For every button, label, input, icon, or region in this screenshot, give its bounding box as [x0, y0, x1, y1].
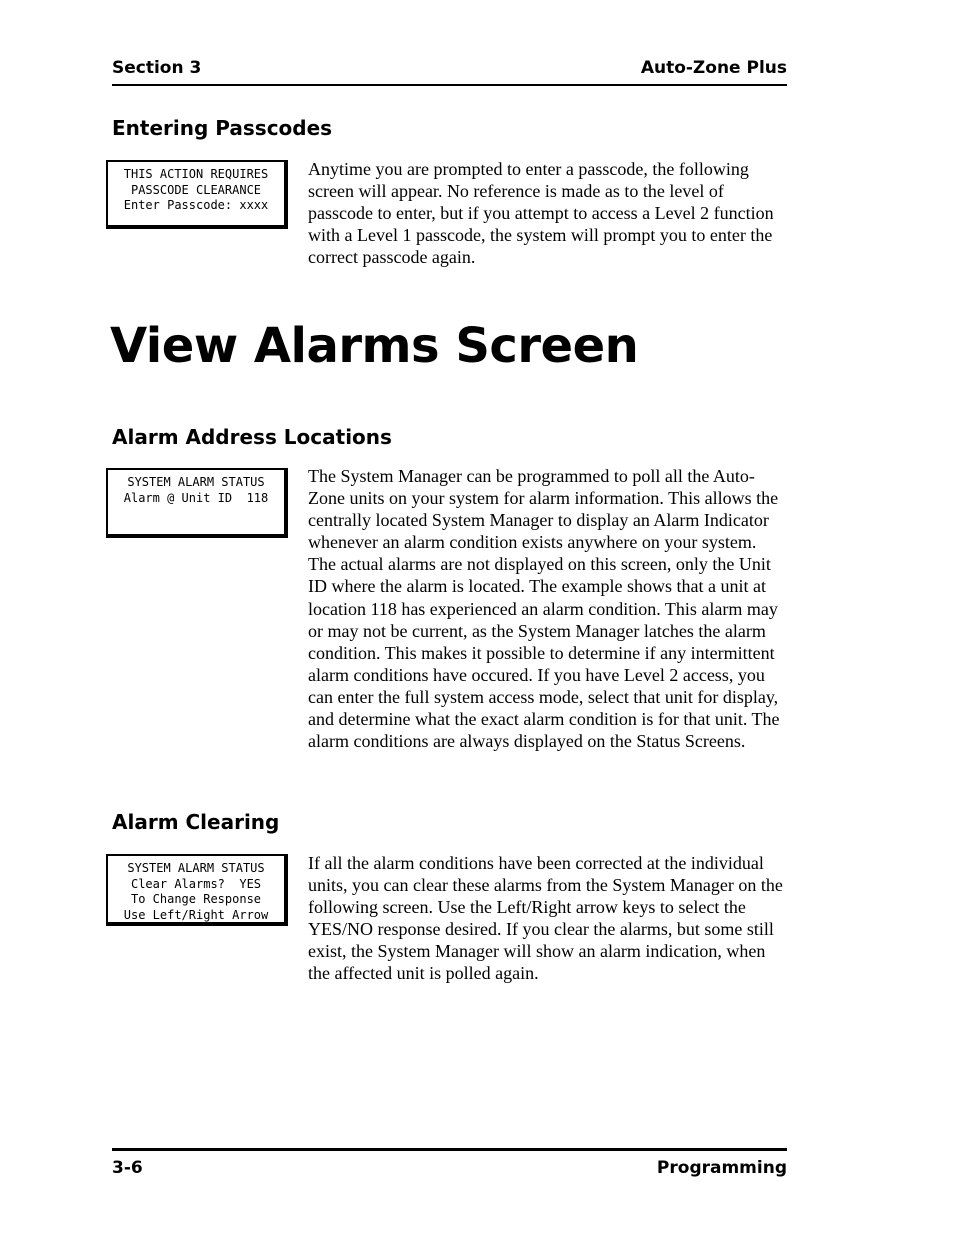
- lcd-line: PASSCODE CLEARANCE: [130, 182, 262, 197]
- lcd-alarm-status-screen: [106, 468, 288, 538]
- lcd-passcode-screen: [106, 160, 288, 229]
- lcd-line: SYSTEM ALARM STATUS: [127, 475, 265, 489]
- footer-page-number: 3-6: [112, 1158, 143, 1178]
- lcd-line: Alarm @ Unit ID 118: [123, 490, 269, 505]
- page-header: [112, 58, 787, 86]
- lcd-line: Use Left/Right Arrow: [123, 907, 269, 922]
- clearing-paragraph: If all the alarm conditions have been corrected at the individual units, you can clear these alarms from the System Manager on the following screen. Use the Left/Right arrow keys to select the YES/NO response desired. If you clear the alarms, but some still exist, the System Manager will show an alarm indication, when the affected unit is polled again.: [308, 853, 783, 984]
- lcd-line: THIS ACTION REQUIRES: [123, 167, 269, 181]
- header-section: Section 3: [112, 58, 202, 78]
- passcodes-paragraph: Anytime you are prompted to enter a passcode, the following screen will appear. No reference is made as to the level of passcode to enter, but if you attempt to access a Level 2 function with a Level 1 passcode, the system will prompt you to enter the correct passcode again.: [308, 159, 774, 268]
- lcd-line: Clear Alarms? YES: [130, 876, 262, 891]
- lcd-line: Enter Passcode: xxxx: [123, 198, 269, 212]
- heading-alarm-address-locations: Alarm Address Locations: [112, 425, 392, 449]
- address-locations-paragraph: The System Manager can be programmed to poll all the Auto-Zone units on your system for alarm information. This allows the centrally located System Manager to display an Alarm Indicator whenever an alarm condition exists anywhere on your system. The actual alarms are not displayed on this screen, only the Unit ID where the alarm is located. The example shows that a unit at location 118 has experienced an alarm condition. This alarm may or may not be current, as the System Manager latches the alarm condition. This makes it possible to determine if any intermittent alarm conditions have occured. If you have Level 2 access, you can enter the full system access mode, select that unit for display, and determine what the exact alarm condition is for that unit. The alarm conditions are always displayed on the Status Screens.: [308, 466, 780, 752]
- page-footer: [112, 1148, 787, 1178]
- lcd-line: SYSTEM ALARM STATUS: [127, 861, 265, 875]
- heading-entering-passcodes: Entering Passcodes: [112, 116, 333, 140]
- footer-chapter: Programming: [656, 1158, 787, 1178]
- lcd-line: To Change Response: [130, 892, 262, 906]
- lcd-clear-alarms-screen: [106, 854, 288, 926]
- heading-alarm-clearing: Alarm Clearing: [112, 810, 280, 834]
- page-title: View Alarms Screen: [110, 318, 639, 374]
- header-product: Auto-Zone Plus: [640, 58, 787, 78]
